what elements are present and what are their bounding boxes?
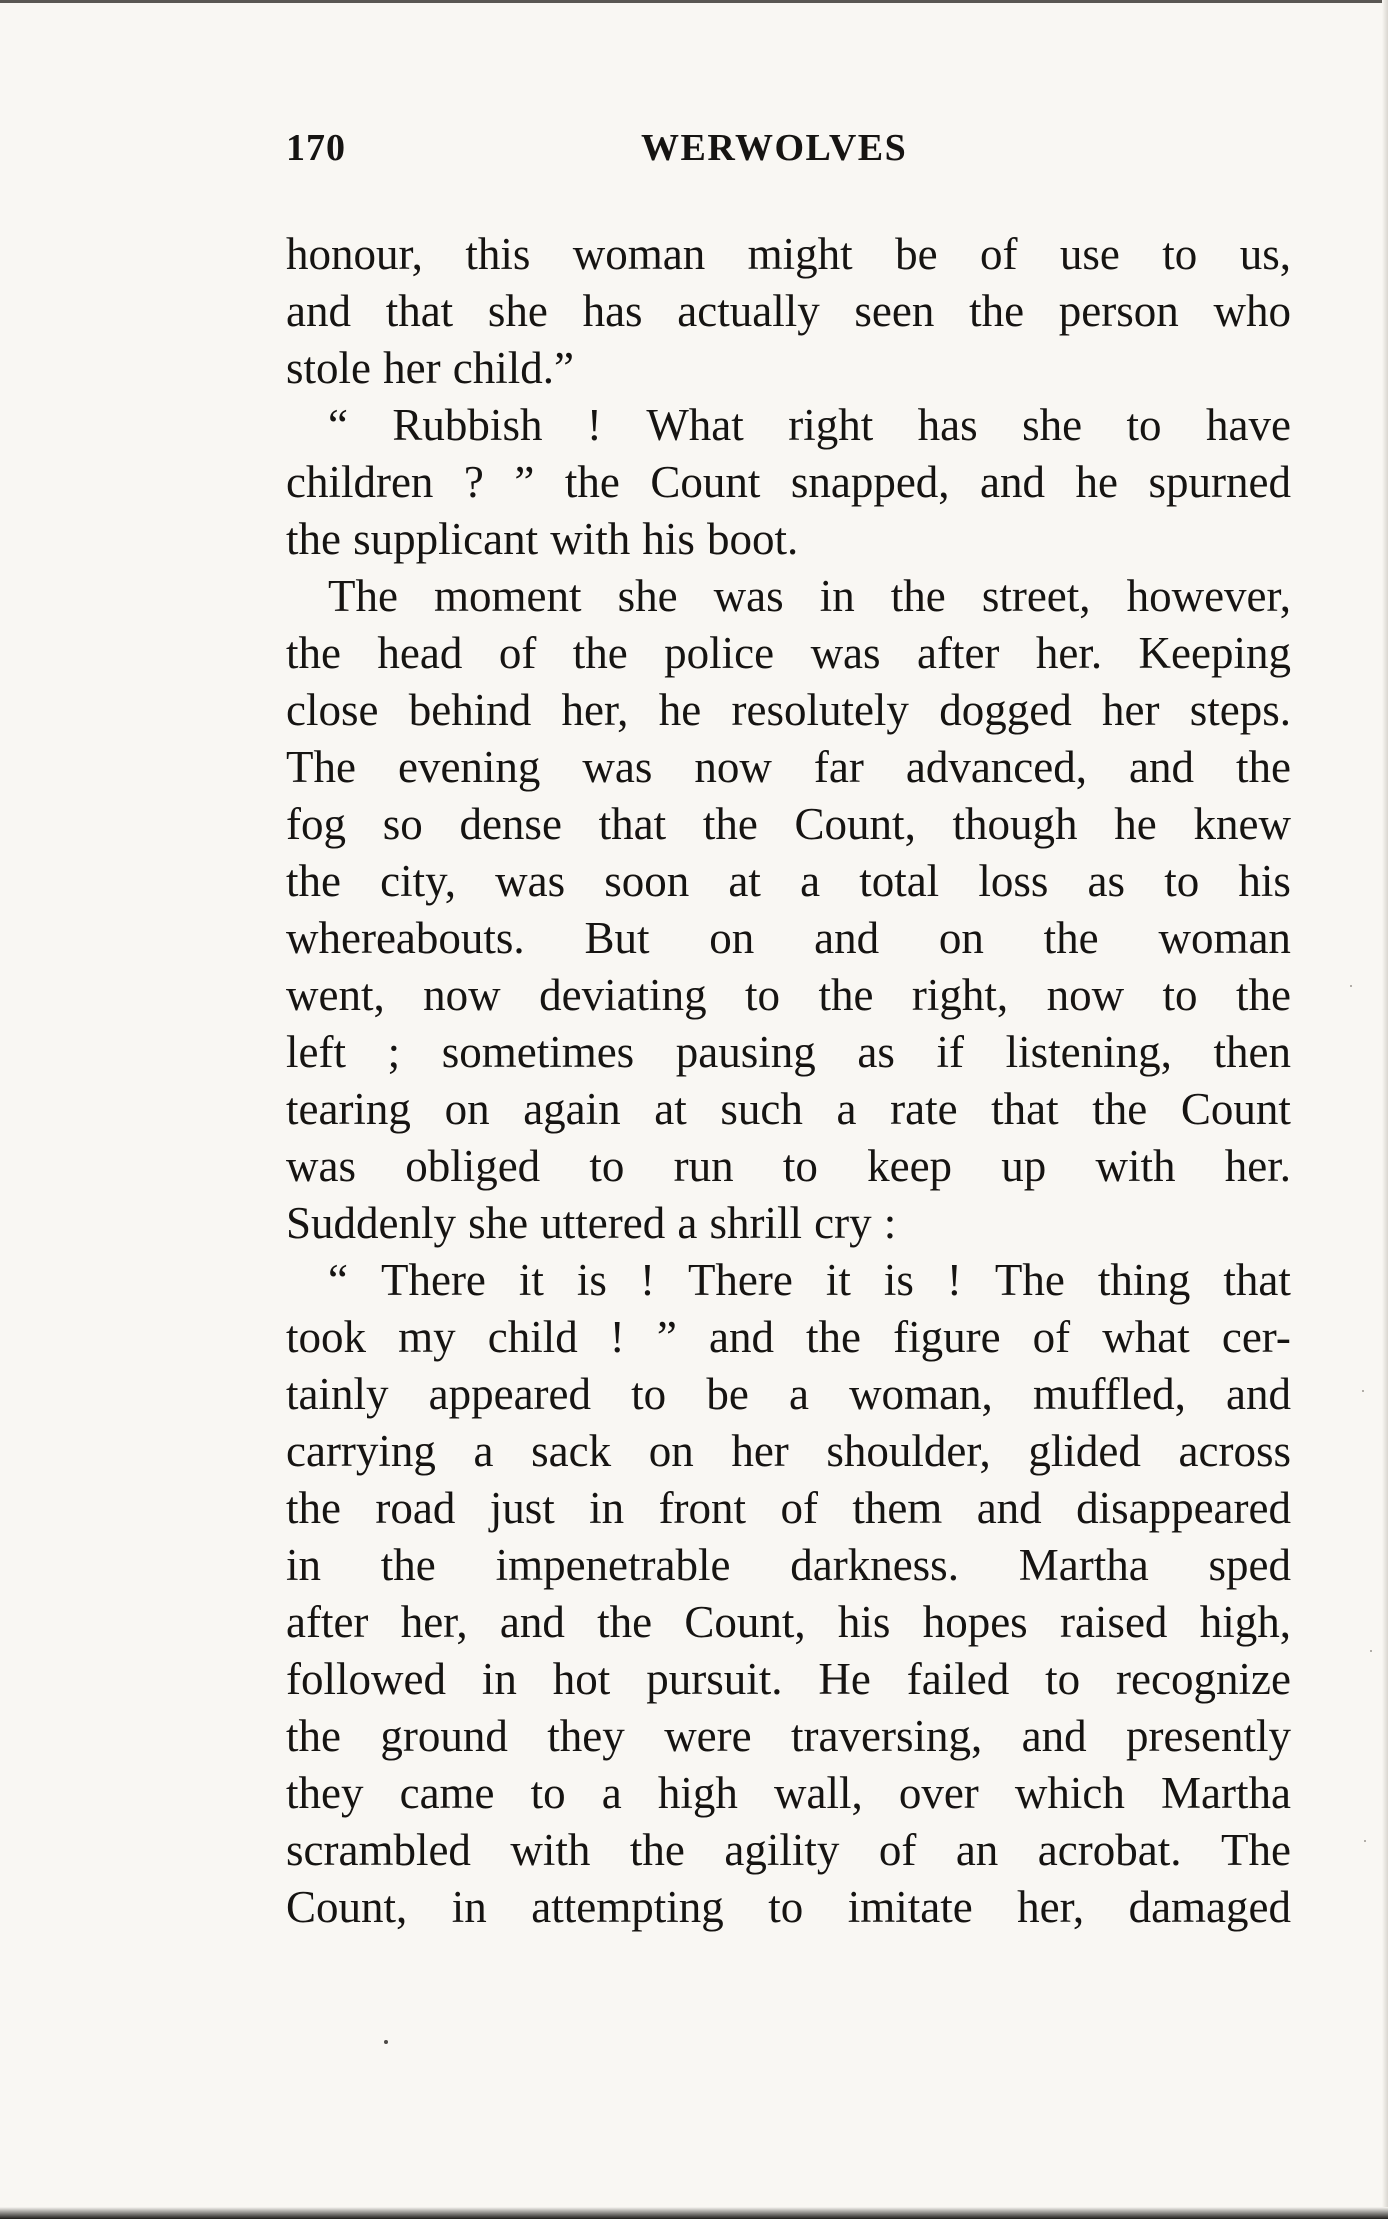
text-word: was — [286, 1141, 356, 1191]
text-line — [286, 568, 1291, 625]
text-word: the — [702, 799, 758, 849]
text-line — [286, 397, 1291, 454]
text-word: police — [664, 628, 775, 678]
text-word: The — [328, 571, 398, 621]
text-word: front — [658, 1483, 747, 1533]
text-word: sped — [1208, 1540, 1291, 1590]
text-word: and — [1129, 742, 1194, 792]
text-word: however, — [1126, 571, 1291, 621]
text-word: her, — [1017, 1882, 1085, 1932]
print-speck — [1350, 985, 1352, 987]
text-word: whereabouts. — [286, 913, 525, 963]
text-word: the — [286, 1483, 341, 1533]
text-word: ground — [380, 1711, 508, 1761]
text-word: it — [518, 1255, 544, 1305]
text-word: The — [994, 1255, 1065, 1305]
text-line — [286, 1708, 1291, 1765]
text-word: carrying — [286, 1426, 436, 1476]
text-word: Count — [1180, 1084, 1291, 1134]
text-word: appeared — [428, 1369, 592, 1419]
text-word: “ — [328, 1255, 348, 1305]
text-line — [286, 910, 1291, 967]
text-word: damaged — [1128, 1882, 1291, 1932]
text-word: pursuit. — [646, 1654, 783, 1704]
print-speck — [384, 2040, 388, 2044]
text-word: the — [572, 628, 628, 678]
text-word: such — [720, 1084, 803, 1134]
text-word: though — [952, 799, 1078, 849]
text-line — [286, 283, 1291, 340]
text-word: rate — [890, 1084, 958, 1134]
text-line — [286, 1138, 1291, 1195]
text-word: But — [584, 913, 650, 963]
text-word: “ — [328, 400, 348, 450]
text-word: her. — [1035, 628, 1103, 678]
text-word: head — [377, 628, 463, 678]
text-word: tearing — [286, 1084, 411, 1134]
text-word: far — [813, 742, 864, 792]
text-word: children — [286, 457, 434, 507]
top-edge-rule — [0, 0, 1388, 3]
text-word: There — [380, 1255, 486, 1305]
text-word: with — [1095, 1141, 1176, 1191]
text-word: her — [383, 343, 441, 393]
text-word: she — [487, 286, 548, 336]
text-word: as — [857, 1027, 895, 1077]
text-word: recognize — [1116, 1654, 1291, 1704]
text-word: on — [648, 1426, 694, 1476]
text-word: a — [788, 1369, 809, 1419]
text-word: keep — [867, 1141, 953, 1191]
text-word: in — [286, 1540, 322, 1590]
text-word: if — [936, 1027, 965, 1077]
text-word: who — [1213, 286, 1291, 336]
text-word: an — [955, 1825, 999, 1875]
text-word: the — [380, 1540, 436, 1590]
text-word: to — [1162, 970, 1198, 1020]
text-word: cry — [814, 1198, 872, 1248]
text-line — [286, 739, 1291, 796]
text-word: stole — [286, 343, 371, 393]
text-line — [286, 511, 1291, 568]
text-word: knew — [1193, 799, 1291, 849]
text-word: now — [423, 970, 501, 1020]
text-word: person — [1058, 286, 1179, 336]
text-word: after — [916, 628, 1000, 678]
text-word: us, — [1239, 229, 1291, 279]
text-word: up — [1001, 1141, 1047, 1191]
text-word: his — [1238, 856, 1291, 906]
text-word: he — [1075, 457, 1118, 507]
text-word: presently — [1126, 1711, 1291, 1761]
text-word: sometimes — [441, 1027, 635, 1077]
text-word: uttered — [540, 1198, 666, 1248]
text-word: over — [898, 1768, 979, 1818]
text-word: were — [664, 1711, 752, 1761]
text-word: that — [385, 286, 454, 336]
text-line — [286, 625, 1291, 682]
text-word: road — [375, 1483, 456, 1533]
text-word: moment — [434, 571, 582, 621]
text-word: Keeping — [1138, 628, 1291, 678]
text-word: imitate — [847, 1882, 973, 1932]
text-word: across — [1178, 1426, 1291, 1476]
text-word: woman, — [849, 1369, 993, 1419]
text-line — [286, 1651, 1291, 1708]
text-word: and — [499, 1597, 565, 1647]
text-word: he — [1114, 799, 1157, 849]
text-word: to — [768, 1882, 804, 1932]
text-word: Rubbish — [392, 400, 543, 450]
text-word: was — [810, 628, 881, 678]
text-word: the — [806, 1312, 862, 1362]
text-word: be — [706, 1369, 749, 1419]
text-word: snapped, — [790, 457, 950, 507]
text-line — [286, 1765, 1291, 1822]
text-word: high, — [1199, 1597, 1291, 1647]
text-word: tainly — [286, 1369, 389, 1419]
print-speck — [1362, 1390, 1364, 1392]
text-word: spurned — [1148, 457, 1291, 507]
text-word: have — [1205, 400, 1291, 450]
text-word: Martha — [1018, 1540, 1149, 1590]
text-line — [286, 1195, 1291, 1252]
page-right-edge — [1382, 0, 1388, 2219]
text-line — [286, 853, 1291, 910]
text-word: took — [286, 1312, 367, 1362]
text-word: use — [1059, 229, 1120, 279]
text-word: boot. — [707, 514, 799, 564]
text-word: seen — [854, 286, 935, 336]
text-word: on — [709, 913, 755, 963]
text-word: at — [654, 1084, 687, 1134]
text-word: loss — [978, 856, 1049, 906]
text-word: to — [589, 1141, 625, 1191]
text-word: steps. — [1189, 685, 1291, 735]
text-word: listening, — [1005, 1027, 1172, 1077]
text-word: to — [631, 1369, 667, 1419]
text-word: that — [991, 1084, 1059, 1134]
text-word: The — [1220, 1825, 1291, 1875]
text-word: on — [444, 1084, 490, 1134]
text-word: left — [286, 1027, 346, 1077]
text-word: the — [1092, 1084, 1148, 1134]
text-word: darkness. — [790, 1540, 959, 1590]
text-word: in — [819, 571, 855, 621]
text-word: actually — [677, 286, 820, 336]
text-word: ! — [639, 1255, 655, 1305]
text-word: wall, — [773, 1768, 863, 1818]
text-word: he — [658, 685, 702, 735]
text-word: : — [883, 1198, 897, 1248]
text-word: ” — [514, 457, 535, 507]
text-line — [286, 1252, 1291, 1309]
text-word: the — [1236, 742, 1291, 792]
text-word: pausing — [675, 1027, 816, 1077]
text-word: her — [731, 1426, 789, 1476]
text-word: she — [617, 571, 678, 621]
text-word: again — [523, 1084, 621, 1134]
text-line — [286, 1309, 1291, 1366]
text-word: the — [286, 514, 341, 564]
text-word: failed — [906, 1654, 1010, 1704]
text-word: a — [473, 1426, 494, 1476]
text-word: was — [495, 856, 566, 906]
text-word: the — [564, 457, 620, 507]
text-word: Martha — [1160, 1768, 1291, 1818]
text-word: disappeared — [1076, 1483, 1291, 1533]
text-word: to — [1164, 856, 1200, 906]
text-word: of — [979, 229, 1018, 279]
text-word: just — [489, 1483, 555, 1533]
text-word: agility — [724, 1825, 840, 1875]
text-word: and — [1021, 1711, 1087, 1761]
text-word: the — [286, 856, 341, 906]
text-word: her. — [1224, 1141, 1291, 1191]
text-word: has — [582, 286, 643, 336]
text-word: now — [694, 742, 772, 792]
text-word: and — [1225, 1369, 1291, 1419]
page-bottom-shadow — [0, 2207, 1388, 2219]
text-word: shrill — [709, 1198, 803, 1248]
text-word: the — [629, 1825, 685, 1875]
text-word: and — [708, 1312, 774, 1362]
text-line — [286, 1024, 1291, 1081]
text-word: as — [1087, 856, 1126, 906]
text-word: the — [286, 1711, 341, 1761]
text-word: shoulder, — [826, 1426, 991, 1476]
text-word: figure — [893, 1312, 1001, 1362]
text-line — [286, 1480, 1291, 1537]
text-word: ? — [463, 457, 484, 507]
text-word: be — [895, 229, 938, 279]
text-word: the — [818, 970, 874, 1020]
text-word: There — [687, 1255, 793, 1305]
text-line — [286, 1081, 1291, 1138]
text-word: then — [1213, 1027, 1291, 1077]
text-line — [286, 1594, 1291, 1651]
text-word: traversing, — [791, 1711, 983, 1761]
body-text — [286, 226, 1291, 1936]
text-word: scrambled — [286, 1825, 471, 1875]
text-word: right — [788, 400, 874, 450]
text-word: now — [1046, 970, 1125, 1020]
text-word: his — [642, 514, 695, 564]
text-word: to — [1126, 400, 1162, 450]
text-word: ! — [609, 1312, 625, 1362]
page-number: 170 — [286, 127, 346, 169]
text-line — [286, 967, 1291, 1024]
text-word: behind — [408, 685, 532, 735]
text-line — [286, 226, 1291, 283]
text-word: with — [510, 1825, 591, 1875]
text-word: has — [917, 400, 978, 450]
text-word: in — [451, 1882, 487, 1932]
text-word: supplicant — [353, 514, 539, 564]
text-word: the — [969, 286, 1025, 336]
text-line — [286, 1423, 1291, 1480]
text-word: obliged — [405, 1141, 541, 1191]
text-word: hot — [552, 1654, 611, 1704]
text-word: was — [713, 571, 784, 621]
text-word: the — [286, 628, 341, 678]
text-word: and — [286, 286, 351, 336]
text-word: resolutely — [731, 685, 909, 735]
text-word: her — [1101, 685, 1160, 735]
text-word: cer- — [1221, 1312, 1291, 1362]
text-word: total — [859, 856, 940, 906]
text-word: so — [382, 799, 423, 849]
text-line — [286, 340, 1291, 397]
text-word: honour, — [286, 229, 423, 279]
text-word: dogged — [939, 685, 1072, 735]
text-word: to — [782, 1141, 818, 1191]
text-word: the — [597, 1597, 653, 1647]
text-word: after — [286, 1597, 369, 1647]
text-word: what — [1102, 1312, 1190, 1362]
text-word: the — [1043, 913, 1099, 963]
text-word: to — [1045, 1654, 1081, 1704]
text-line — [286, 454, 1291, 511]
text-word: which — [1014, 1768, 1125, 1818]
text-word: a — [601, 1768, 622, 1818]
text-word: on — [938, 913, 984, 963]
text-word: glided — [1028, 1426, 1141, 1476]
text-word: Count — [650, 457, 761, 507]
text-word: child — [487, 1312, 578, 1362]
text-word: right, — [911, 970, 1009, 1020]
text-word: Count, — [794, 799, 916, 849]
text-word: ! — [946, 1255, 962, 1305]
text-word: they — [547, 1711, 625, 1761]
text-line — [286, 682, 1291, 739]
text-word: is — [576, 1255, 607, 1305]
text-word: ; — [387, 1027, 401, 1077]
text-word: at — [728, 856, 761, 906]
text-word: the — [1235, 970, 1291, 1020]
text-word: went, — [286, 970, 385, 1020]
text-word: evening — [397, 742, 541, 792]
text-word: to — [530, 1768, 566, 1818]
text-word: of — [878, 1825, 917, 1875]
text-word: attempting — [531, 1882, 724, 1932]
text-word: The — [286, 742, 356, 792]
text-word: run — [673, 1141, 734, 1191]
text-word: woman — [1158, 913, 1291, 963]
text-word: street, — [981, 571, 1091, 621]
text-word: acrobat. — [1037, 1825, 1182, 1875]
text-word: and — [980, 457, 1046, 507]
text-word: they — [286, 1768, 364, 1818]
text-word: them — [852, 1483, 943, 1533]
running-head: WERWOLVES — [641, 127, 908, 169]
text-line — [286, 796, 1291, 853]
text-word: and — [976, 1483, 1042, 1533]
text-word: sack — [531, 1426, 612, 1476]
text-word: and — [814, 913, 880, 963]
text-word: my — [398, 1312, 456, 1362]
text-word: Count, — [286, 1882, 408, 1932]
text-word: Count, — [684, 1597, 806, 1647]
text-word: muffled, — [1032, 1369, 1186, 1419]
text-word: the — [890, 571, 946, 621]
text-word: that — [1223, 1255, 1291, 1305]
text-word: her, — [400, 1597, 468, 1647]
text-word: to — [1162, 229, 1198, 279]
text-word: close — [286, 685, 379, 735]
text-word: followed — [286, 1654, 446, 1704]
text-word: a — [836, 1084, 857, 1134]
text-line — [286, 1822, 1291, 1879]
text-line — [286, 1537, 1291, 1594]
text-word: a — [800, 856, 821, 906]
text-word: it — [825, 1255, 851, 1305]
text-word: thing — [1097, 1255, 1191, 1305]
text-word: a — [677, 1198, 698, 1248]
text-word: came — [399, 1768, 495, 1818]
text-word: high — [657, 1768, 738, 1818]
text-word: her, — [561, 685, 629, 735]
text-word: she — [468, 1198, 529, 1248]
text-word: she — [1022, 400, 1083, 450]
print-speck — [1370, 1650, 1372, 1652]
text-word: He — [818, 1654, 871, 1704]
text-word: Suddenly — [286, 1198, 457, 1248]
text-word: with — [550, 514, 631, 564]
page-header — [286, 126, 1291, 186]
text-word: hopes — [922, 1597, 1028, 1647]
text-word: was — [582, 742, 653, 792]
text-word: dense — [459, 799, 562, 849]
text-word: fog — [286, 799, 346, 849]
text-word: ! — [586, 400, 602, 450]
text-word: What — [646, 400, 744, 450]
text-word: in — [481, 1654, 517, 1704]
text-word: of — [780, 1483, 818, 1533]
text-word: that — [598, 799, 667, 849]
text-word: to — [745, 970, 781, 1020]
text-word: might — [747, 229, 853, 279]
text-line — [286, 1366, 1291, 1423]
text-word: his — [837, 1597, 891, 1647]
text-word: this — [465, 229, 531, 279]
text-word: city, — [380, 856, 456, 906]
text-word: woman — [572, 229, 706, 279]
text-word: soon — [604, 856, 690, 906]
text-word: child.” — [452, 343, 574, 393]
text-word: deviating — [539, 970, 707, 1020]
text-word: in — [589, 1483, 625, 1533]
text-word: impenetrable — [495, 1540, 731, 1590]
text-word: ” — [656, 1312, 677, 1362]
text-word: advanced, — [905, 742, 1088, 792]
text-word: is — [883, 1255, 914, 1305]
text-word: of — [1032, 1312, 1071, 1362]
print-speck — [1364, 1840, 1366, 1842]
text-line — [286, 1879, 1291, 1936]
text-word: raised — [1059, 1597, 1168, 1647]
text-word: of — [498, 628, 537, 678]
